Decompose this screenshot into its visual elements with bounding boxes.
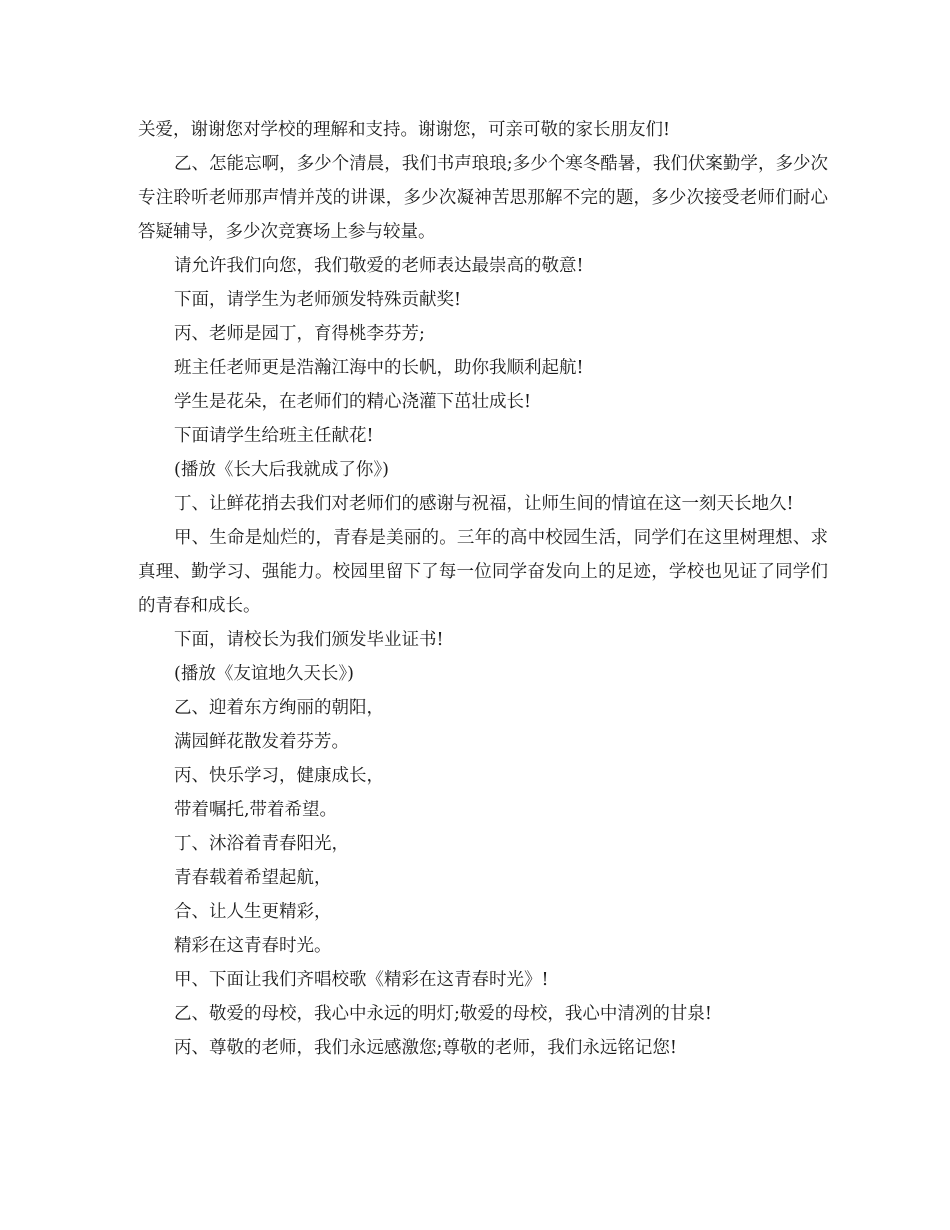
paragraph: 学生是花朵，在老师们的精心浇灌下茁壮成长!: [174, 392, 532, 412]
paragraph: (播放《友谊地久天长》): [174, 664, 354, 684]
paragraph: 甲、下面让我们齐唱校歌《精彩在这青春时光》!: [174, 970, 549, 990]
paragraph: 乙、怎能忘啊，多少个清晨，我们书声琅琅;多少个寒冬酷暑，我们伏案勤学，多少次专注聆听老师那声情并茂的讲课，多少次凝神苦思那解不完的题，多少次接受老师们耐心答疑辅导，多少次竞赛场上参与较量。: [138, 154, 828, 242]
paragraph: 丁、沐浴着青春阳光，: [174, 834, 349, 854]
paragraph: 精彩在这青春时光。: [174, 936, 332, 956]
paragraph: 班主任老师更是浩瀚江海中的长帆，助你我顺利起航!: [174, 358, 584, 378]
paragraph: 带着嘱托,带着希望。: [174, 800, 338, 820]
paragraph: 乙、敬爱的母校，我心中永远的明灯;敬爱的母校，我心中清冽的甘泉!: [174, 1004, 712, 1024]
paragraph: 甲、生命是灿烂的，青春是美丽的。三年的高中校园生活，同学们在这里树理想、求真理、勤学习、强能力。校园里留下了每一位同学奋发向上的足迹，学校也见证了同学们的青春和成长。: [138, 528, 828, 616]
paragraph: 下面请学生给班主任献花!: [174, 426, 374, 446]
paragraph: 丙、尊敬的老师，我们永远感激您;尊敬的老师，我们永远铭记您!: [174, 1038, 677, 1058]
paragraph: 丙、老师是园丁，育得桃李芬芳;: [174, 324, 425, 344]
paragraph: 下面，请校长为我们颁发毕业证书!: [174, 630, 444, 650]
paragraph: 合、让人生更精彩，: [174, 902, 332, 922]
paragraph: 关爱，谢谢您对学校的理解和支持。谢谢您，可亲可敬的家长朋友们!: [138, 120, 671, 140]
paragraph: 丁、让鲜花捎去我们对老师们的感谢与祝福，让师生间的情谊在这一刻天长地久!: [174, 494, 794, 514]
document-body: [138, 113, 828, 1065]
paragraph: 乙、迎着东方绚丽的朝阳，: [174, 698, 384, 718]
paragraph: 丙、快乐学习，健康成长，: [174, 766, 384, 786]
paragraph: (播放《长大后我就成了你》): [174, 460, 389, 480]
paragraph: 请允许我们向您，我们敬爱的老师表达最崇高的敬意!: [174, 256, 584, 276]
paragraph: 满园鲜花散发着芬芳。: [174, 732, 349, 752]
paragraph: 青春载着希望起航，: [174, 868, 332, 888]
paragraph: 下面，请学生为老师颁发特殊贡献奖!: [174, 290, 462, 310]
